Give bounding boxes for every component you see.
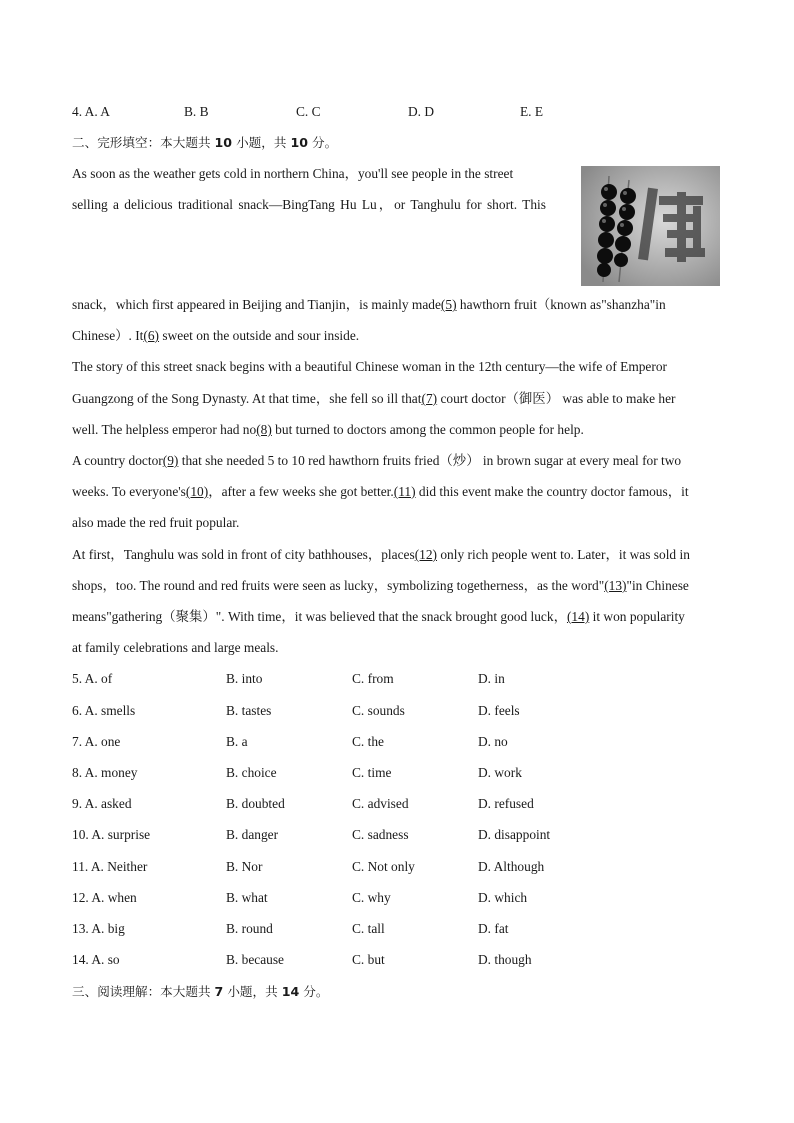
question-option-d: D. feels [478,703,520,718]
question-option-b: B. choice [226,765,277,780]
question-option-b: B. what [226,890,268,905]
question-option-d: D. though [478,952,532,967]
section3-heading: 三、阅读理解：本大题共 7 小题，共 14 分。 [72,984,329,999]
passage-line-8: A country doctor(9) that she needed 5 to 10 red hawthorn fruits fried（炒） in brown sugar at every meal for two [72,453,682,468]
question-option-c: C. sounds [352,703,405,718]
blank-9: (9) [162,453,179,468]
question-option-a: 13. A. big [72,921,125,936]
blank-10: (10) [185,484,209,499]
passage-line-12: shops，too. The round and red fruits were seen as lucky，symbolizing togetherness，as the word"(13)"in Chinese [72,578,689,593]
question-option-a: 12. A. when [72,890,137,905]
blank-11: (11) [393,484,416,499]
question-option-b: B. tastes [226,703,272,718]
passage-line-13: means"gathering（聚集）". With time，it was believed that the snack brought good luck，(14) it won popularity [72,609,685,624]
question-option-c: C. why [352,890,391,905]
question-option-b: B. into [226,671,263,686]
question-option-c: C. time [352,765,392,780]
question-option-a: 9. A. asked [72,796,132,811]
q4-option-c: C. C [296,104,321,119]
question-option-a: 11. A. Neither [72,859,148,874]
question-option-a: 7. A. one [72,734,121,749]
q4-option-d: D. D [408,104,435,119]
passage-line-4: Chinese）. It(6) sweet on the outside and sour inside. [72,328,360,343]
question-option-d: D. work [478,765,522,780]
question-option-d: D. no [478,734,508,749]
passage-line-1: As soon as the weather gets cold in northern China，you'll see people in the street [72,166,514,181]
question-option-b: B. round [226,921,273,936]
passage-line-9: weeks. To everyone's(10)，after a few weeks she got better.(11) did this event make the country doctor famous，it [72,484,689,499]
question-option-c: C. sadness [352,827,409,842]
question-option-a: 14. A. so [72,952,120,967]
question-option-a: 6. A. smells [72,703,136,718]
blank-7: (7) [421,391,438,406]
blank-14: (14) [566,609,590,624]
tanghulu-image [581,166,720,286]
question-option-a: 10. A. surprise [72,827,151,842]
passage-line-10: also made the red fruit popular. [72,515,240,530]
question-option-b: B. a [226,734,248,749]
q4-option-b: B. B [184,104,209,119]
tanghulu-photo [581,166,720,286]
passage-line-2: selling a delicious traditional snack—BingTang Hu Lu，or Tanghulu for short. This [72,197,546,212]
question-option-a: 8. A. money [72,765,138,780]
q4-option-a: 4. A. A [72,104,110,119]
question-option-d: D. fat [478,921,509,936]
question-option-b: B. Nor [226,859,263,874]
question-option-a: 5. A. of [72,671,113,686]
question-option-c: C. but [352,952,385,967]
passage-line-5: The story of this street snack begins with a beautiful Chinese woman in the 12th century—the wife of Emperor [72,359,667,374]
blank-12: (12) [414,547,438,562]
question-option-d: D. which [478,890,528,905]
passage-line-7: well. The helpless emperor had no(8) but turned to doctors among the common people for help. [72,422,584,437]
question-option-b: B. because [226,952,285,967]
q4-option-e: E. E [520,104,544,119]
blank-5: (5) [440,297,457,312]
question-option-d: D. Although [478,859,545,874]
question-option-b: B. danger [226,827,279,842]
passage-line-11: At first，Tanghulu was sold in front of city bathhouses，places(12) only rich people went to. Later，it was sold in [72,547,690,562]
question-option-c: C. from [352,671,394,686]
question-option-c: C. Not only [352,859,415,874]
question-option-d: D. refused [478,796,534,811]
blank-13: (13) [604,578,627,593]
blank-6: (6) [143,328,160,343]
question-option-d: D. disappoint [478,827,551,842]
passage-line-14: at family celebrations and large meals. [72,640,279,655]
question-option-c: C. the [352,734,384,749]
question-option-c: C. advised [352,796,409,811]
section2-heading: 二、完形填空：本大题共 10 小题，共 10 分。 [72,135,338,150]
blank-8: (8) [256,422,272,437]
passage-line-6: Guangzong of the Song Dynasty. At that time，she fell so ill that(7) court doctor（御医） was able to make her [72,391,676,406]
question-option-b: B. doubted [226,796,285,811]
passage-line-3: snack，which first appeared in Beijing and Tianjin，is mainly made(5) hawthorn fruit（known as"shanzha"in [72,297,666,312]
question-option-c: C. tall [352,921,385,936]
question-option-d: D. in [478,671,505,686]
